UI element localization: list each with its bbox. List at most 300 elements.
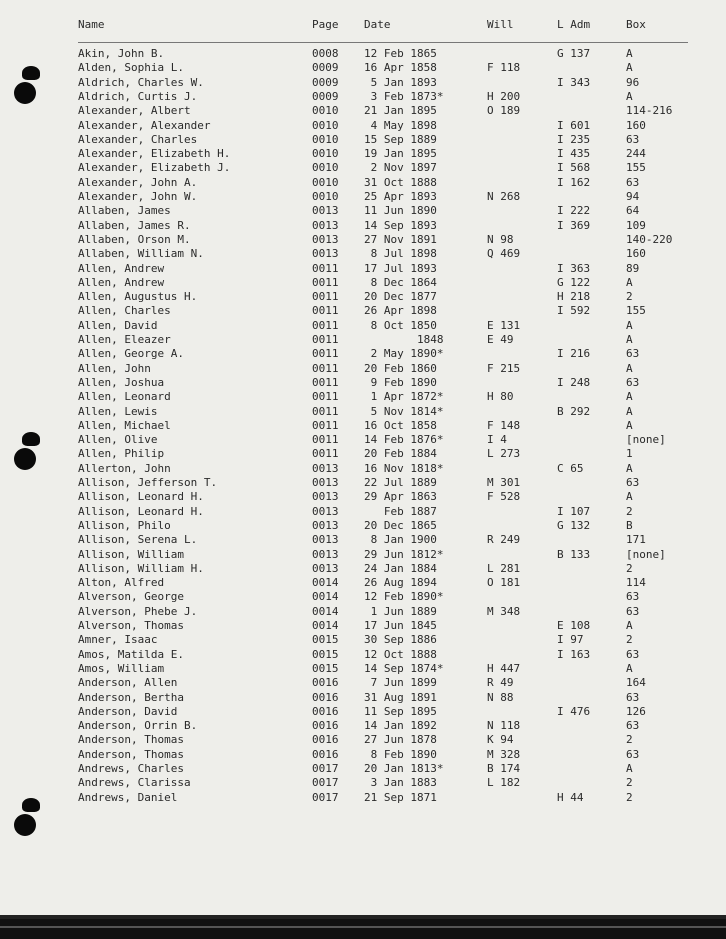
- header-page: Page: [312, 18, 339, 31]
- record-box: 244: [626, 147, 646, 161]
- record-date: 16 Oct 1858: [364, 418, 437, 432]
- record-box: 2: [626, 504, 633, 518]
- record-date: 8 Dec 1864: [364, 275, 437, 289]
- record-date: 1848: [364, 333, 444, 346]
- header-letters-administration: L Adm: [557, 18, 591, 31]
- record-date: 19 Jan 1895: [364, 147, 437, 161]
- record-box: 164: [626, 676, 646, 690]
- record-row: [0, 204, 726, 218]
- record-box: A: [626, 333, 633, 346]
- record-box: A: [626, 461, 633, 475]
- record-name: Allison, Leonard H.: [78, 504, 204, 518]
- record-date: 14 Sep 1893: [364, 218, 437, 232]
- record-name: Allerton, John: [78, 461, 171, 475]
- record-date: 1 Apr 1872*: [364, 390, 444, 404]
- record-date: 14 Jan 1892: [364, 719, 437, 733]
- record-name: Akin, John B.: [78, 47, 165, 60]
- record-page: 0011: [312, 261, 339, 275]
- record-box: 2: [626, 290, 633, 304]
- record-name: Allison, Jefferson T.: [78, 476, 218, 489]
- record-row: [0, 676, 726, 690]
- record-name: Allen, George A.: [78, 347, 184, 361]
- record-date: 14 Sep 1874*: [364, 661, 444, 675]
- record-page: 0016: [312, 719, 339, 733]
- record-page: 0010: [312, 132, 339, 146]
- record-box: 63: [626, 647, 640, 661]
- record-name: Alverson, Thomas: [78, 619, 184, 632]
- record-date: 21 Jan 1895: [364, 104, 437, 118]
- record-name: Allen, David: [78, 318, 158, 332]
- record-box: A: [626, 275, 633, 289]
- scan-edge-dark: [0, 919, 726, 939]
- record-page: 0010: [312, 161, 339, 175]
- record-page: 0013: [312, 218, 339, 232]
- record-box: 155: [626, 304, 646, 318]
- record-date: 9 Feb 1890: [364, 375, 437, 389]
- record-row: [0, 691, 726, 705]
- record-date: Feb 1887: [364, 504, 437, 518]
- record-date: 20 Feb 1884: [364, 447, 437, 461]
- record-date: 2 Nov 1897: [364, 161, 437, 175]
- record-row: [0, 447, 726, 461]
- record-date: 26 Aug 1894: [364, 576, 437, 590]
- record-box: 160: [626, 247, 646, 261]
- record-will: E 49: [487, 333, 514, 346]
- record-box: 63: [626, 747, 640, 761]
- record-name: Allen, Michael: [78, 418, 171, 432]
- record-row: [0, 290, 726, 304]
- record-will: R 249: [487, 533, 521, 547]
- record-date: 4 May 1898: [364, 118, 437, 132]
- record-box: 63: [626, 690, 640, 704]
- record-date: 8 Feb 1890: [364, 747, 437, 761]
- record-box: 160: [626, 118, 646, 132]
- record-name: Allison, William: [78, 547, 184, 561]
- record-name: Alexander, Alexander: [78, 118, 211, 132]
- record-row: [0, 247, 726, 261]
- record-name: Anderson, Allen: [78, 676, 178, 690]
- record-name: Allen, Joshua: [78, 375, 165, 389]
- record-name: Andrews, Clarissa: [78, 776, 191, 790]
- record-name: Anderson, David: [78, 704, 178, 718]
- record-row: [0, 61, 726, 75]
- record-page: 0013: [312, 547, 339, 561]
- record-row: [0, 433, 726, 447]
- record-page: 0015: [312, 661, 339, 675]
- record-date: 22 Jul 1889: [364, 476, 437, 489]
- record-page: 0010: [312, 175, 339, 189]
- record-name: Alexander, Elizabeth J.: [78, 161, 231, 175]
- record-date: 8 Jul 1898: [364, 247, 437, 261]
- record-date: 8 Oct 1850: [364, 318, 437, 332]
- record-row: [0, 619, 726, 633]
- record-row: [0, 390, 726, 404]
- record-page: 0015: [312, 647, 339, 661]
- record-row: [0, 648, 726, 662]
- record-box: A: [626, 47, 633, 60]
- record-name: Alexander, John W.: [78, 190, 198, 203]
- record-ladm: E 108: [557, 619, 591, 632]
- record-page: 0013: [312, 476, 339, 489]
- record-date: 20 Dec 1877: [364, 290, 437, 304]
- record-page: 0011: [312, 447, 339, 461]
- record-box: 1: [626, 447, 633, 461]
- record-will: B 174: [487, 762, 521, 775]
- record-date: 3 Feb 1873*: [364, 89, 444, 103]
- record-will: N 88: [487, 690, 514, 704]
- record-ladm: I 235: [557, 132, 591, 146]
- record-will: F 118: [487, 61, 521, 75]
- record-date: 11 Jun 1890: [364, 204, 437, 218]
- record-page: 0010: [312, 118, 339, 132]
- record-name: Allaben, William N.: [78, 247, 204, 261]
- record-will: O 181: [487, 576, 521, 590]
- record-row: [0, 190, 726, 204]
- record-row: [0, 319, 726, 333]
- record-box: A: [626, 361, 633, 375]
- record-name: Andrews, Daniel: [78, 790, 178, 804]
- record-date: 2 May 1890*: [364, 347, 444, 361]
- record-name: Anderson, Thomas: [78, 733, 184, 747]
- record-box: 63: [626, 132, 640, 146]
- record-ladm: I 435: [557, 147, 591, 161]
- record-row: [0, 776, 726, 790]
- header-name: Name: [78, 18, 105, 31]
- record-page: 0011: [312, 290, 339, 304]
- record-page: 0014: [312, 590, 339, 604]
- record-row: [0, 233, 726, 247]
- record-row: [0, 47, 726, 61]
- record-row: [0, 90, 726, 104]
- record-will: E 131: [487, 318, 521, 332]
- record-box: 114-216: [626, 104, 673, 118]
- record-date: 16 Nov 1818*: [364, 461, 444, 475]
- record-box: 63: [626, 175, 640, 189]
- record-page: 0011: [312, 304, 339, 318]
- record-ladm: I 363: [557, 261, 591, 275]
- record-name: Allen, Leonard: [78, 390, 171, 404]
- record-name: Allen, Olive: [78, 433, 158, 447]
- record-page: 0011: [312, 347, 339, 361]
- record-page: 0015: [312, 633, 339, 647]
- record-ladm: I 163: [557, 647, 591, 661]
- record-will: L 281: [487, 561, 521, 575]
- record-box: 96: [626, 75, 640, 89]
- record-date: 17 Jul 1893: [364, 261, 437, 275]
- record-date: 21 Sep 1871: [364, 790, 437, 804]
- record-name: Amos, William: [78, 661, 165, 675]
- record-page: 0010: [312, 190, 339, 203]
- record-box: [none]: [626, 547, 666, 561]
- record-ladm: I 107: [557, 504, 591, 518]
- record-page: 0016: [312, 733, 339, 747]
- record-box: A: [626, 661, 633, 675]
- record-will: K 94: [487, 733, 514, 747]
- record-row: [0, 104, 726, 118]
- record-ladm: I 216: [557, 347, 591, 361]
- record-page: 0014: [312, 619, 339, 632]
- record-date: 31 Oct 1888: [364, 175, 437, 189]
- record-will: N 118: [487, 719, 521, 733]
- record-page: 0013: [312, 518, 339, 532]
- record-row: [0, 590, 726, 604]
- record-name: Allen, Eleazer: [78, 333, 171, 346]
- record-name: Amner, Isaac: [78, 633, 158, 647]
- record-row: [0, 705, 726, 719]
- record-name: Alexander, Albert: [78, 104, 191, 118]
- record-date: 20 Jan 1813*: [364, 762, 444, 775]
- record-name: Alverson, George: [78, 590, 184, 604]
- record-ladm: G 122: [557, 275, 591, 289]
- record-date: 11 Sep 1895: [364, 704, 437, 718]
- record-row: [0, 119, 726, 133]
- record-name: Allen, Philip: [78, 447, 165, 461]
- record-date: 5 Nov 1814*: [364, 404, 444, 418]
- record-box: 140-220: [626, 232, 673, 246]
- punch-hole: [14, 814, 36, 836]
- record-will: L 182: [487, 776, 521, 790]
- record-row: [0, 333, 726, 347]
- record-row: [0, 405, 726, 419]
- record-date: 25 Apr 1893: [364, 190, 437, 203]
- record-name: Allison, Serena L.: [78, 533, 198, 547]
- record-page: 0008: [312, 47, 339, 60]
- record-box: 63: [626, 375, 640, 389]
- record-box: A: [626, 390, 633, 404]
- record-box: A: [626, 318, 633, 332]
- record-box: A: [626, 61, 633, 75]
- record-name: Alton, Alfred: [78, 576, 165, 590]
- record-page: 0011: [312, 418, 339, 432]
- record-name: Aldrich, Charles W.: [78, 75, 204, 89]
- record-box: A: [626, 490, 633, 504]
- record-date: 29 Jun 1812*: [364, 547, 444, 561]
- record-box: 114: [626, 576, 646, 590]
- record-page: 0009: [312, 75, 339, 89]
- record-box: A: [626, 418, 633, 432]
- record-page: 0011: [312, 361, 339, 375]
- record-ladm: I 568: [557, 161, 591, 175]
- record-date: 20 Dec 1865: [364, 518, 437, 532]
- record-row: [0, 147, 726, 161]
- record-page: 0011: [312, 390, 339, 404]
- record-date: 14 Feb 1876*: [364, 433, 444, 447]
- record-page: 0013: [312, 504, 339, 518]
- record-row: [0, 176, 726, 190]
- record-date: 29 Apr 1863: [364, 490, 437, 504]
- record-row: [0, 519, 726, 533]
- record-ladm: I 592: [557, 304, 591, 318]
- record-ladm: I 343: [557, 75, 591, 89]
- record-row: [0, 347, 726, 361]
- record-box: 63: [626, 476, 640, 489]
- record-will: H 80: [487, 390, 514, 404]
- record-date: 20 Feb 1860: [364, 361, 437, 375]
- record-will: L 273: [487, 447, 521, 461]
- record-name: Allen, Charles: [78, 304, 171, 318]
- record-row: [0, 562, 726, 576]
- record-page: 0017: [312, 762, 339, 775]
- record-will: M 328: [487, 747, 521, 761]
- record-page: 0016: [312, 690, 339, 704]
- record-will: F 528: [487, 490, 521, 504]
- record-will: N 268: [487, 190, 521, 203]
- record-name: Anderson, Bertha: [78, 690, 184, 704]
- record-name: Allen, Augustus H.: [78, 290, 198, 304]
- record-name: Allen, Lewis: [78, 404, 158, 418]
- record-box: B: [626, 518, 633, 532]
- record-page: 0016: [312, 676, 339, 690]
- record-page: 0017: [312, 790, 339, 804]
- record-box: 63: [626, 347, 640, 361]
- record-date: 12 Feb 1890*: [364, 590, 444, 604]
- record-page: 0011: [312, 404, 339, 418]
- record-date: 15 Sep 1889: [364, 132, 437, 146]
- record-box: 63: [626, 590, 640, 604]
- record-row: [0, 576, 726, 590]
- record-row: [0, 362, 726, 376]
- record-row: [0, 419, 726, 433]
- record-date: 12 Feb 1865: [364, 47, 437, 60]
- record-box: 89: [626, 261, 640, 275]
- record-will: Q 469: [487, 247, 521, 261]
- record-date: 31 Aug 1891: [364, 690, 437, 704]
- record-date: 12 Oct 1888: [364, 647, 437, 661]
- record-name: Alexander, John A.: [78, 175, 198, 189]
- record-ladm: B 133: [557, 547, 591, 561]
- record-page: 0009: [312, 61, 339, 75]
- record-row: [0, 276, 726, 290]
- record-row: [0, 490, 726, 504]
- record-box: A: [626, 762, 633, 775]
- record-name: Allaben, James R.: [78, 218, 191, 232]
- record-page: 0010: [312, 147, 339, 161]
- record-will: M 348: [487, 604, 521, 618]
- record-page: 0013: [312, 247, 339, 261]
- record-row: [0, 476, 726, 490]
- record-row: [0, 791, 726, 805]
- record-will: R 49: [487, 676, 514, 690]
- record-page: 0016: [312, 747, 339, 761]
- record-page: 0013: [312, 461, 339, 475]
- record-name: Allison, William H.: [78, 561, 204, 575]
- record-ladm: I 476: [557, 704, 591, 718]
- record-ladm: G 137: [557, 47, 591, 60]
- record-date: 8 Jan 1900: [364, 533, 437, 547]
- header-rule: [78, 42, 688, 43]
- record-ladm: B 292: [557, 404, 591, 418]
- record-date: 3 Jan 1883: [364, 776, 437, 790]
- record-date: 5 Jan 1893: [364, 75, 437, 89]
- record-row: [0, 733, 726, 747]
- record-will: I 4: [487, 433, 507, 447]
- record-name: Allison, Philo: [78, 518, 171, 532]
- record-name: Allen, Andrew: [78, 275, 165, 289]
- record-box: 171: [626, 533, 646, 547]
- record-page: 0010: [312, 104, 339, 118]
- record-name: Alexander, Elizabeth H.: [78, 147, 231, 161]
- record-page: 0013: [312, 204, 339, 218]
- record-box: A: [626, 404, 633, 418]
- record-ladm: C 65: [557, 461, 584, 475]
- record-row: [0, 161, 726, 175]
- record-date: 30 Sep 1886: [364, 633, 437, 647]
- record-page: 0011: [312, 375, 339, 389]
- record-row: [0, 304, 726, 318]
- record-name: Alden, Sophia L.: [78, 61, 184, 75]
- record-page: 0016: [312, 704, 339, 718]
- record-row: [0, 219, 726, 233]
- record-name: Anderson, Thomas: [78, 747, 184, 761]
- record-box: [none]: [626, 433, 666, 447]
- record-will: F 215: [487, 361, 521, 375]
- record-page: 0017: [312, 776, 339, 790]
- record-box: A: [626, 619, 633, 632]
- record-box: 2: [626, 733, 633, 747]
- record-ladm: I 601: [557, 118, 591, 132]
- record-will: M 301: [487, 476, 521, 489]
- record-name: Alverson, Phebe J.: [78, 604, 198, 618]
- record-name: Aldrich, Curtis J.: [78, 89, 198, 103]
- record-page: 0013: [312, 232, 339, 246]
- record-page: 0011: [312, 318, 339, 332]
- record-ladm: H 44: [557, 790, 584, 804]
- record-name: Alexander, Charles: [78, 132, 198, 146]
- record-box: 2: [626, 776, 633, 790]
- record-name: Allison, Leonard H.: [78, 490, 204, 504]
- record-name: Allen, John: [78, 361, 151, 375]
- record-ladm: H 218: [557, 290, 591, 304]
- header-will: Will: [487, 18, 514, 31]
- record-row: [0, 748, 726, 762]
- record-will: N 98: [487, 232, 514, 246]
- record-row: [0, 76, 726, 90]
- record-box: 2: [626, 790, 633, 804]
- record-page: 0009: [312, 89, 339, 103]
- record-date: 7 Jun 1899: [364, 676, 437, 690]
- record-row: [0, 533, 726, 547]
- record-box: 64: [626, 204, 640, 218]
- record-name: Andrews, Charles: [78, 762, 184, 775]
- record-page: 0011: [312, 433, 339, 447]
- record-page: 0013: [312, 561, 339, 575]
- record-row: [0, 548, 726, 562]
- record-date: 24 Jan 1884: [364, 561, 437, 575]
- record-name: Amos, Matilda E.: [78, 647, 184, 661]
- record-name: Allaben, Orson M.: [78, 232, 191, 246]
- record-row: [0, 662, 726, 676]
- record-ladm: I 97: [557, 633, 584, 647]
- record-date: 27 Nov 1891: [364, 232, 437, 246]
- record-box: 109: [626, 218, 646, 232]
- record-row: [0, 762, 726, 776]
- record-row: [0, 133, 726, 147]
- record-row: [0, 719, 726, 733]
- record-date: 1 Jun 1889: [364, 604, 437, 618]
- record-will: O 189: [487, 104, 521, 118]
- record-row: [0, 262, 726, 276]
- record-ladm: G 132: [557, 518, 591, 532]
- record-ladm: I 222: [557, 204, 591, 218]
- record-name: Allaben, James: [78, 204, 171, 218]
- record-box: A: [626, 89, 633, 103]
- record-page: 0014: [312, 604, 339, 618]
- record-box: 2: [626, 633, 633, 647]
- record-date: 27 Jun 1878: [364, 733, 437, 747]
- record-row: [0, 505, 726, 519]
- record-page: 0013: [312, 490, 339, 504]
- record-box: 2: [626, 561, 633, 575]
